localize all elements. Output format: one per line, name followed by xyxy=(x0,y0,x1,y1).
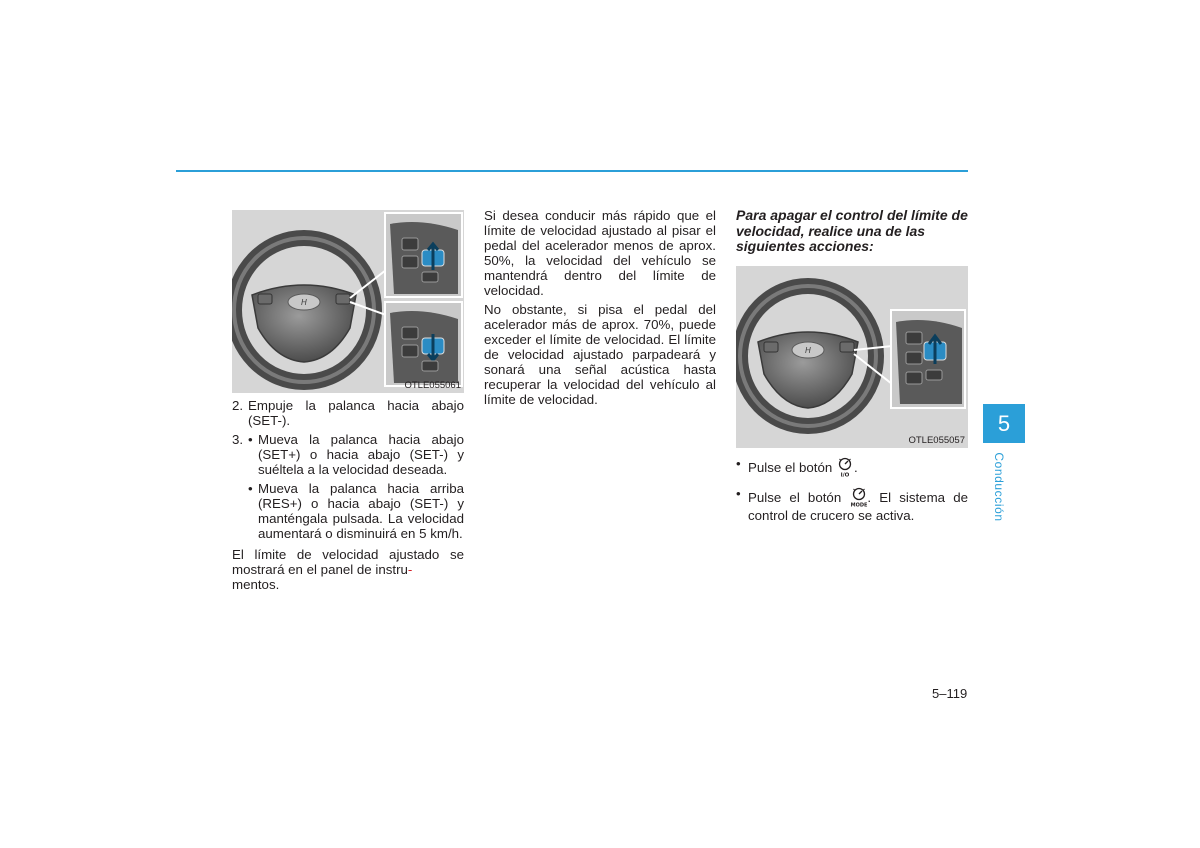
step-number: 2. xyxy=(232,398,244,413)
bullet: • xyxy=(736,456,741,471)
icon-caption: MODE xyxy=(850,502,868,508)
bullet: • xyxy=(248,432,253,447)
bullet-end: . xyxy=(853,460,858,475)
column-3 xyxy=(736,208,968,255)
body-paragraph xyxy=(232,547,464,592)
step-3-option-a xyxy=(248,432,464,477)
bullet: • xyxy=(248,481,253,496)
bullet: • xyxy=(736,486,741,501)
chapter-label xyxy=(984,452,1014,522)
figure-code: OTLE055057 xyxy=(908,435,965,446)
step-number: 3. xyxy=(232,432,244,447)
bullet-label: Pulse el botón xyxy=(748,490,842,505)
bullet-io-button xyxy=(736,456,968,478)
steering-wheel-illustration xyxy=(232,210,464,393)
column-3-bullets xyxy=(736,456,968,523)
step-2 xyxy=(232,398,464,428)
bullet-end: . El sistema de control de crucero se activa. xyxy=(748,490,968,523)
bullet-label: Pulse el botón xyxy=(748,460,833,475)
body-paragraph: Si desea conducir más rápido que el límite de velocidad ajustado al pisar el pedal del acelerador menos de aprox. 50%, la velocidad del vehículo se mantendrá dentro del límite de velocidad. xyxy=(484,208,716,298)
steering-wheel-illustration xyxy=(736,266,968,448)
step-text: Empuje la palanca hacia abajo (SET-). xyxy=(248,398,464,428)
step-3 xyxy=(232,432,464,541)
svg-text:H: H xyxy=(300,298,308,307)
chapter-tab[interactable]: 5 xyxy=(983,404,1025,443)
header-rule xyxy=(176,170,968,172)
hyphen: - xyxy=(407,562,413,577)
paragraph-text: mentos. xyxy=(232,577,280,592)
section-heading: Para apagar el control del límite de velocidad, realice una de las siguientes acciones: xyxy=(736,207,968,254)
icon-caption: I/O xyxy=(840,472,850,478)
figure-code: OTLE055061 xyxy=(404,380,461,391)
bullet-text xyxy=(748,456,968,478)
svg-text:H: H xyxy=(804,346,812,355)
cruise-mode-button-icon xyxy=(849,486,867,508)
page-number: 5–119 xyxy=(932,686,968,701)
steering-wheel-figure-right xyxy=(736,266,968,448)
option-text: Mueva la palanca hacia arriba (RES+) o hacia abajo (SET-) y manténgala pulsada. La velocidad aumentará o disminuirá en 5 km/h. xyxy=(258,481,464,541)
column-2 xyxy=(484,208,716,407)
step-3-option-b xyxy=(248,481,464,541)
option-text: Mueva la palanca hacia abajo (SET+) o hacia abajo (SET-) y suéltela a la velocidad deseada. xyxy=(258,432,464,477)
steering-wheel-figure-left xyxy=(232,210,464,393)
chapter-label-text: Conducción xyxy=(992,452,1006,522)
column-1 xyxy=(232,398,464,592)
body-paragraph: No obstante, si pisa el pedal del acelerador más de aprox. 70%, puede exceder el límite de velocidad. El límite de velocidad ajustado parpadeará y sonará una señal acústica hasta recuperar la velocidad del vehículo al límite de velocidad. xyxy=(484,302,716,407)
bullet-text xyxy=(748,486,968,523)
cruise-io-button-icon xyxy=(836,456,854,478)
bullet-mode-button xyxy=(736,486,968,523)
paragraph-text: El límite de velocidad ajustado se mostrará en el panel de instru xyxy=(232,547,464,577)
